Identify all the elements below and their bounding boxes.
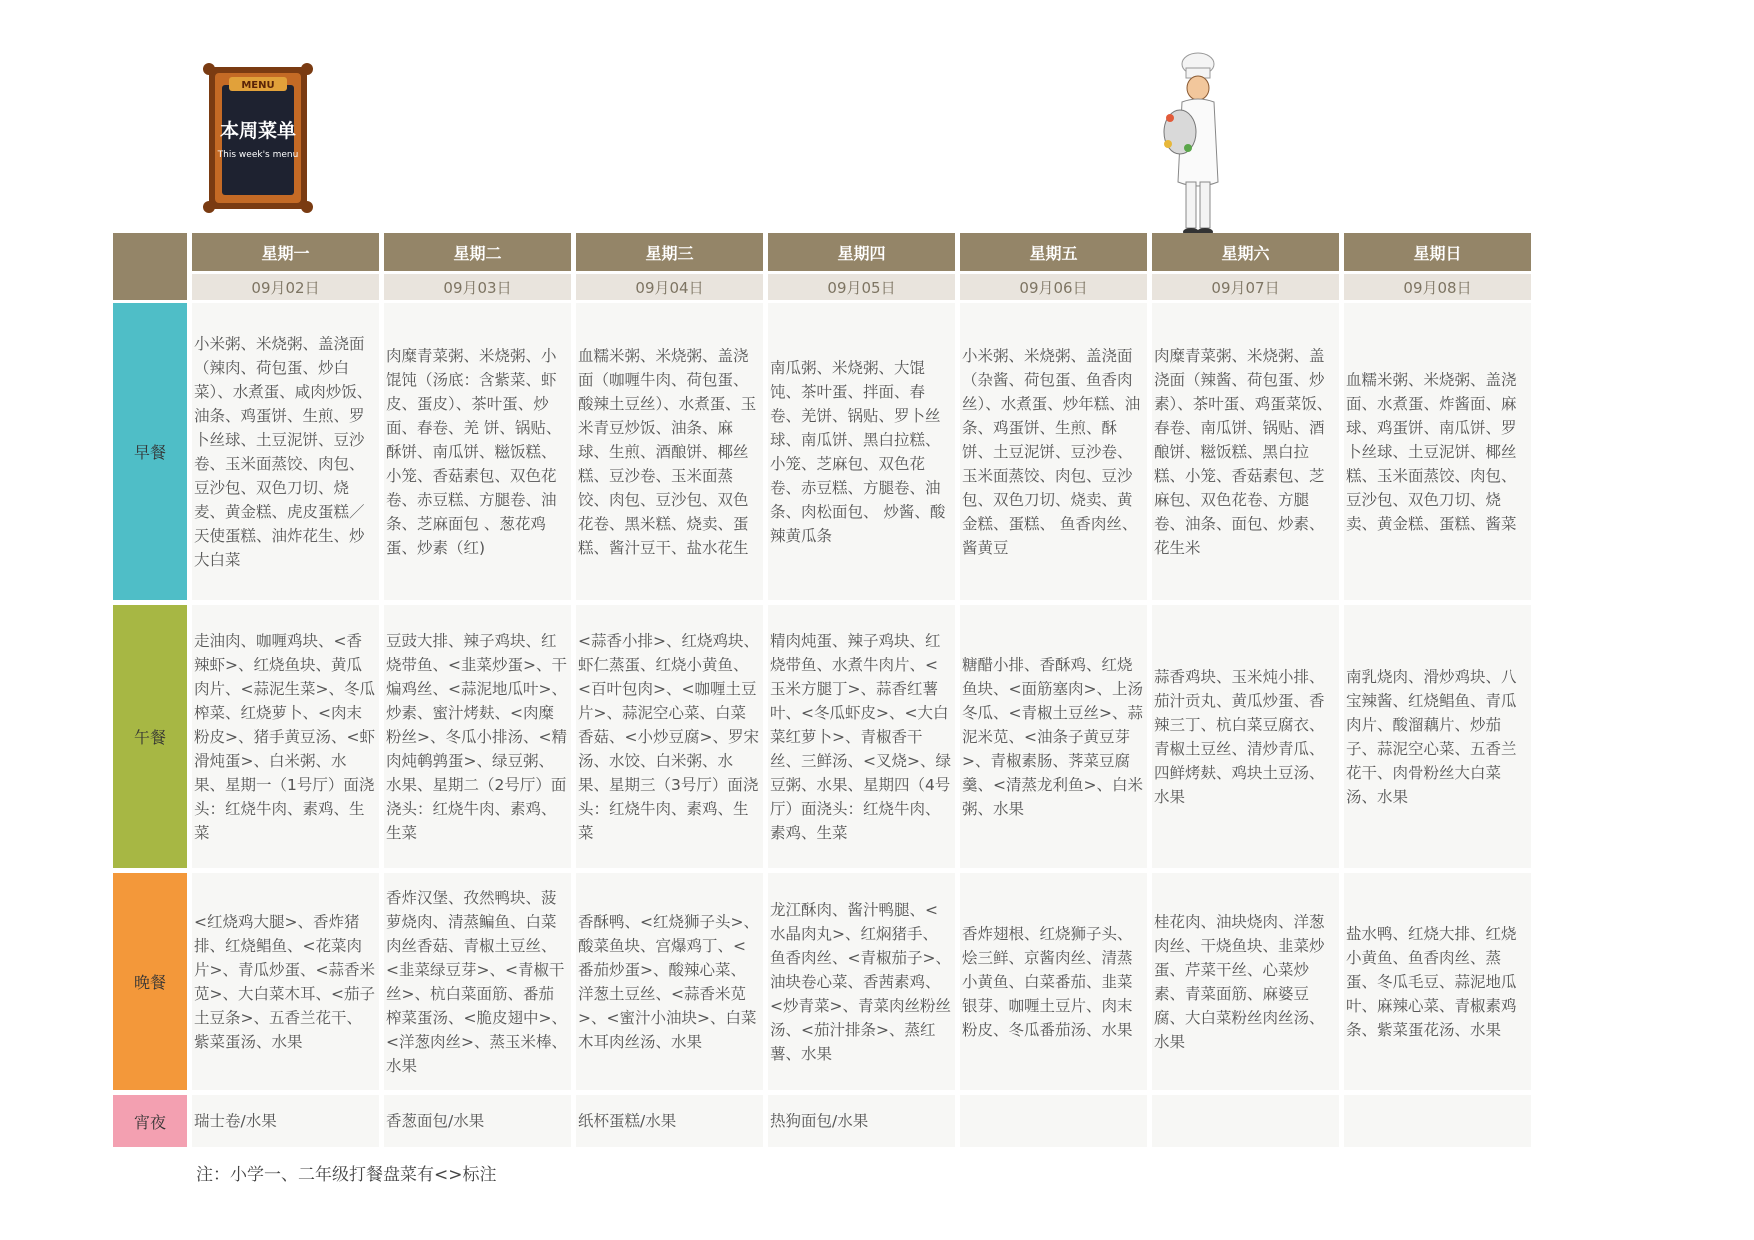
night-snack-thu: 热狗面包/水果 — [768, 1095, 955, 1147]
dinner-fri: 香炸翅根、红烧狮子头、烩三鲜、京酱肉丝、清蒸小黄鱼、白菜番茄、韭菜银芽、咖喱土豆片、肉末粉皮、冬瓜番茄汤、水果 — [960, 873, 1147, 1090]
breakfast-row — [113, 303, 1534, 600]
night-snack-sat — [1152, 1095, 1339, 1147]
dinner-wed: 香酥鸭、<红烧狮子头>、酸菜鱼块、宫爆鸡丁、<番茄炒蛋>、酸辣心菜、洋葱土豆丝、<蒜香米苋>、<蜜汁小油块>、白菜木耳肉丝汤、水果 — [576, 873, 763, 1090]
day-header-tue — [384, 233, 571, 300]
day-name: 星期日 — [1344, 233, 1531, 271]
day-name: 星期三 — [576, 233, 763, 271]
night-snack-row — [113, 1095, 1534, 1147]
day-date: 09月04日 — [576, 274, 763, 300]
day-header-thu — [768, 233, 955, 300]
day-header-sun — [1344, 233, 1531, 300]
day-name: 星期四 — [768, 233, 955, 271]
breakfast-sat: 肉糜青菜粥、米烧粥、盖浇面（辣酱、荷包蛋、炒素）、茶叶蛋、鸡蛋菜饭、春卷、南瓜饼、锅贴、酒酿饼、糍饭糕、黑白拉糕、小笼、香菇素包、芝麻包、双色花卷、方腿卷、油条、面包、炒素、 花生米 — [1152, 303, 1339, 600]
lunch-mon: 走油肉、咖喱鸡块、<香辣虾>、红烧鱼块、黄瓜肉片、<蒜泥生菜>、冬瓜榨菜、红烧萝卜、<肉末粉皮>、猪手黄豆汤、<虾滑炖蛋>、白米粥、水果、星期一（1号厅）面浇头：红烧牛肉、素鸡、生菜 — [192, 605, 379, 868]
logo-menu-text: MENU — [241, 80, 275, 91]
day-name: 星期六 — [1152, 233, 1339, 271]
night-snack-mon: 瑞士卷/水果 — [192, 1095, 379, 1147]
meal-label-dinner: 晚餐 — [113, 873, 187, 1090]
meal-label-lunch: 午餐 — [113, 605, 187, 868]
day-date: 09月08日 — [1344, 274, 1531, 300]
chef-illustration — [1158, 52, 1238, 238]
dinner-sat: 桂花肉、油块烧肉、洋葱肉丝、干烧鱼块、韭菜炒蛋、芹菜干丝、心菜炒素、青菜面筋、麻婆豆腐、大白菜粉丝肉丝汤、水果 — [1152, 873, 1339, 1090]
corner-cell — [113, 233, 187, 300]
day-header-wed — [576, 233, 763, 300]
night-snack-wed: 纸杯蛋糕/水果 — [576, 1095, 763, 1147]
day-header-mon — [192, 233, 379, 300]
weekly-menu-table — [113, 233, 1534, 1147]
breakfast-mon: 小米粥、米烧粥、盖浇面（辣肉、荷包蛋、炒白菜）、水煮蛋、咸肉炒饭、油条、鸡蛋饼、生煎、罗卜丝球、土豆泥饼、豆沙卷、玉米面蒸饺、肉包、豆沙包、双色刀切、烧麦、黄金糕、虎皮蛋糕／天使蛋糕、油炸花生、炒大白菜 — [192, 303, 379, 600]
day-name: 星期二 — [384, 233, 571, 271]
meal-label-breakfast: 早餐 — [113, 303, 187, 600]
lunch-fri: 糖醋小排、香酥鸡、红烧鱼块、<面筋塞肉>、上汤冬瓜、<青椒土豆丝>、蒜泥米苋、<油条子黄豆芽>、青椒素肠、荠菜豆腐羹、<清蒸龙利鱼>、白米粥、水果 — [960, 605, 1147, 868]
day-header-fri — [960, 233, 1147, 300]
breakfast-wed: 血糯米粥、米烧粥、盖浇面（咖喱牛肉、荷包蛋、酸辣土豆丝）、水煮蛋、玉米青豆炒饭、油条、麻球、生煎、酒酿饼、椰丝糕、豆沙卷、玉米面蒸饺、肉包、豆沙包、双色花卷、黑米糕、烧卖、蛋糕、酱汁豆干、盐水花生 — [576, 303, 763, 600]
logo-subtitle-text: This week's menu — [217, 150, 299, 160]
dinner-row — [113, 873, 1534, 1090]
day-date: 09月07日 — [1152, 274, 1339, 300]
day-date: 09月06日 — [960, 274, 1147, 300]
breakfast-fri: 小米粥、米烧粥、盖浇面（杂酱、荷包蛋、鱼香肉丝）、水煮蛋、炒年糕、油条、鸡蛋饼、生煎、酥饼、土豆泥饼、豆沙卷、玉米面蒸饺、肉包、豆沙包、双色刀切、烧卖、黄金糕、蛋糕、 鱼香肉丝、酱黄豆 — [960, 303, 1147, 600]
dinner-thu: 龙江酥肉、酱汁鸭腿、<水晶肉丸>、红焖猪手、鱼香肉丝、<青椒茄子>、油块卷心菜、香茜素鸡、<炒青菜>、青菜肉丝粉丝汤、<茄汁排条>、蒸红薯、水果 — [768, 873, 955, 1090]
lunch-sat: 蒜香鸡块、玉米炖小排、茄汁贡丸、黄瓜炒蛋、香辣三丁、杭白菜豆腐衣、青椒土豆丝、清炒青瓜、四鲜烤麸、鸡块土豆汤、水果 — [1152, 605, 1339, 868]
day-header-sat — [1152, 233, 1339, 300]
lunch-row — [113, 605, 1534, 868]
lunch-sun: 南乳烧肉、滑炒鸡块、八宝辣酱、红烧鲳鱼、青瓜肉片、酸溜藕片、炒茄子、蒜泥空心菜、五香兰花干、肉骨粉丝大白菜汤、水果 — [1344, 605, 1531, 868]
day-date: 09月02日 — [192, 274, 379, 300]
menu-board-logo — [203, 57, 313, 217]
day-name: 星期五 — [960, 233, 1147, 271]
header-row — [113, 233, 1534, 300]
meal-label-night-snack: 宵夜 — [113, 1095, 187, 1147]
dinner-mon: <红烧鸡大腿>、香炸猪排、红烧鲳鱼、<花菜肉片>、青瓜炒蛋、<蒜香米苋>、大白菜木耳、<茄子土豆条>、五香兰花干、紫菜蛋汤、水果 — [192, 873, 379, 1090]
day-date: 09月05日 — [768, 274, 955, 300]
lunch-wed: <蒜香小排>、红烧鸡块、虾仁蒸蛋、红烧小黄鱼、<百叶包肉>、<咖喱土豆片>、蒜泥空心菜、白菜香菇、<小炒豆腐>、罗宋汤、水饺、白米粥、水果、星期三（3号厅）面浇头：红烧牛肉、素鸡、生菜 — [576, 605, 763, 868]
night-snack-sun — [1344, 1095, 1531, 1147]
logo-title-text: 本周菜单 — [219, 120, 297, 142]
night-snack-tue: 香葱面包/水果 — [384, 1095, 571, 1147]
day-name: 星期一 — [192, 233, 379, 271]
breakfast-tue: 肉糜青菜粥、米烧粥、小馄饨（汤底：含紫菜、虾皮、蛋皮）、茶叶蛋、炒面、春卷、羌 饼、锅贴、酥饼、南瓜饼、糍饭糕、小笼、香菇素包、双色花卷、赤豆糕、方腿卷、油条、芝麻面包 、葱花鸡蛋、炒素（红) — [384, 303, 571, 600]
lunch-tue: 豆豉大排、辣子鸡块、红烧带鱼、<韭菜炒蛋>、干煸鸡丝、<蒜泥地瓜叶>、炒素、蜜汁烤麸、<肉糜粉丝>、冬瓜小排汤、<精肉炖鹌鹑蛋>、绿豆粥、水果、星期二（2号厅）面浇头：红烧牛肉、素鸡、生菜 — [384, 605, 571, 868]
footnote: 注：小学一、二年级打餐盘菜有<>标注 — [196, 1165, 497, 1185]
lunch-thu: 精肉炖蛋、辣子鸡块、红烧带鱼、水煮牛肉片、<玉米方腿丁>、蒜香红薯叶、<冬瓜虾皮>、<大白菜红萝卜>、青椒香干丝、三鲜汤、<叉烧>、绿豆粥、水果、星期四（4号厅）面浇头：红烧牛肉、素鸡、生菜 — [768, 605, 955, 868]
day-date: 09月03日 — [384, 274, 571, 300]
dinner-sun: 盐水鸭、红烧大排、红烧小黄鱼、鱼香肉丝、蒸蛋、冬瓜毛豆、蒜泥地瓜叶、麻辣心菜、青椒素鸡条、紫菜蛋花汤、水果 — [1344, 873, 1531, 1090]
dinner-tue: 香炸汉堡、孜然鸭块、菠萝烧肉、清蒸鳊鱼、白菜肉丝香菇、青椒土豆丝、<韭菜绿豆芽>、<青椒干丝>、杭白菜面筋、番茄榨菜蛋汤、<脆皮翅中>、<洋葱肉丝>、蒸玉米棒、水果 — [384, 873, 571, 1090]
night-snack-fri — [960, 1095, 1147, 1147]
breakfast-sun: 血糯米粥、米烧粥、盖浇面、水煮蛋、炸酱面、麻球、鸡蛋饼、南瓜饼、罗卜丝球、土豆泥饼、椰丝糕、玉米面蒸饺、肉包、豆沙包、双色刀切、烧卖、黄金糕、蛋糕、酱菜 — [1344, 303, 1531, 600]
breakfast-thu: 南瓜粥、米烧粥、大馄饨、茶叶蛋、拌面、春卷、羌饼、锅贴、罗卜丝球、南瓜饼、黑白拉糕、小笼、芝麻包、双色花卷、赤豆糕、方腿卷、油条、肉松面包、 炒酱、酸辣黄瓜条 — [768, 303, 955, 600]
